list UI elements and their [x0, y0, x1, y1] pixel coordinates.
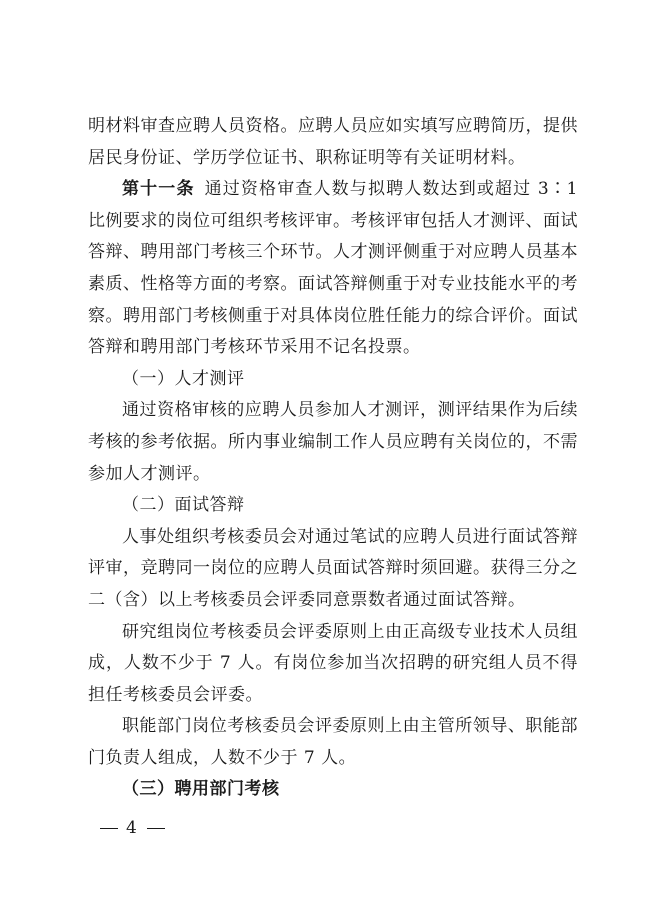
article-11 — [88, 174, 578, 364]
document-body — [88, 111, 578, 806]
page-number-right-dash — [147, 828, 165, 829]
paragraph-functional-dept-committee: 职能部门岗位考核委员会评委原则上由主管所领导、职能部门负责人组成，人数不少于 7 人。 — [88, 716, 578, 768]
paragraph-research-group-committee: 研究组岗位考核委员会评委原则上由正高级专业技术人员组成，人数不少于 7 人。有岗位参加当次招聘的研究组人员不得担任考核委员会评委。 — [88, 621, 578, 705]
section-heading-talent-assessment: （一）人才测评 — [122, 368, 245, 389]
paragraph-interview-defense: 人事处组织考核委员会对通过笔试的应聘人员进行面试答辩评审，竞聘同一岗位的应聘人员面试答辩时须回避。获得三分之二（含）以上考核委员会评委同意票数者通过面试答辩。 — [88, 526, 578, 610]
article-11-label: 第十一条 — [122, 179, 195, 200]
page-number-value: 4 — [126, 818, 139, 838]
paragraph-continued: 明材料审查应聘人员资格。应聘人员应如实填写应聘简历，提供居民身份证、学历学位证书、职称证明等有关证明材料。 — [88, 116, 578, 168]
page-number-left-dash — [100, 828, 118, 829]
section-heading-interview-defense: （二）面试答辩 — [122, 495, 245, 516]
paragraph-talent-assessment: 通过资格审核的应聘人员参加人才测评，测评结果作为后续考核的参考依据。所内事业编制工作人员应聘有关岗位的，不需参加人才测评。 — [88, 400, 578, 484]
page-number — [92, 818, 173, 838]
article-11-text: 通过资格审查人数与拟聘人数达到或超过 3∶1 比例要求的岗位可组织考核评审。考核评审包括人才测评、面试答辩、聘用部门考核三个环节。人才测评侧重于对应聘人员基本素质、性格等方面的考察。面试答辩侧重于对专业技能水平的考察。聘用部门考核侧重于对具体岗位胜任能力的综合评价。面试答辩和聘用部门考核环节采用不记名投票。 — [88, 179, 578, 358]
section-heading-department-assessment: （三）聘用部门考核 — [122, 779, 280, 800]
